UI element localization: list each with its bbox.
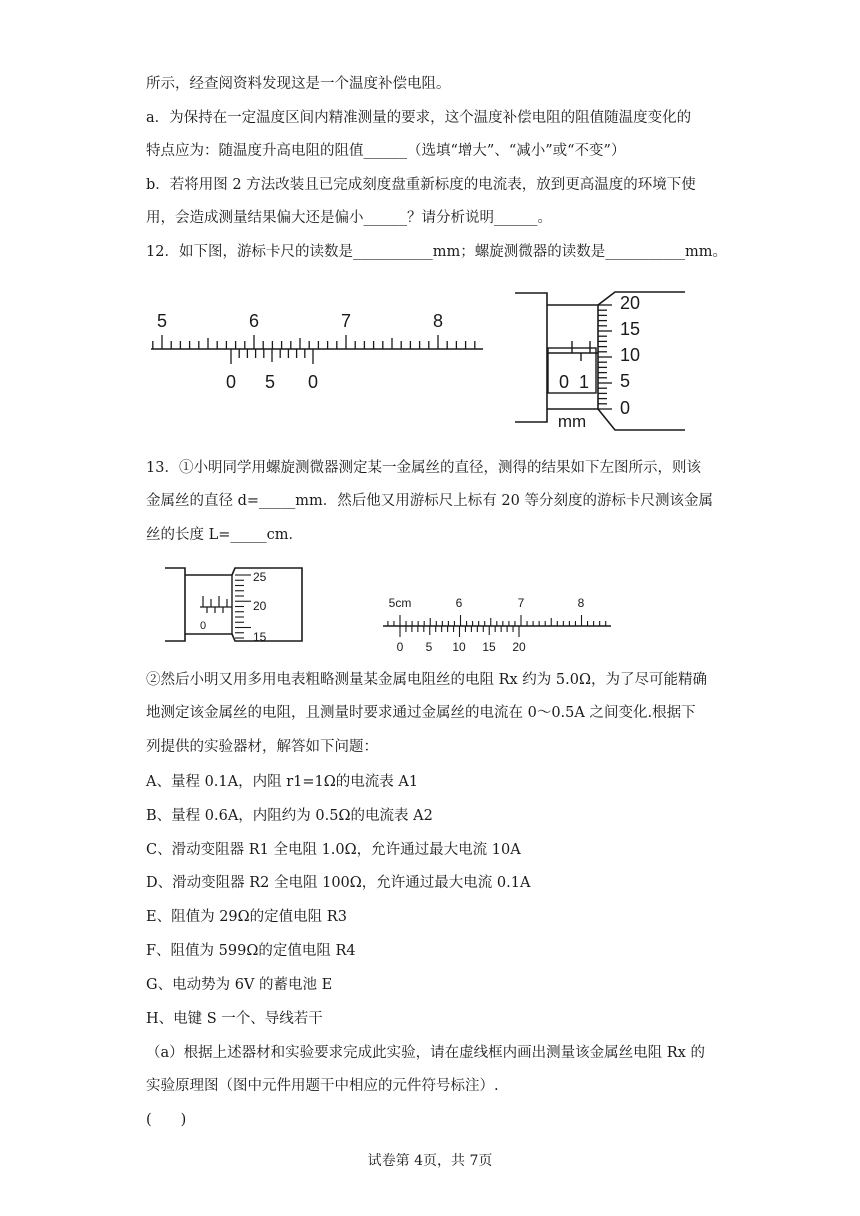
vernier-scale-label: 0: [396, 640, 404, 654]
text-line: 地测定该金属丝的电阻，且测量时要求通过金属丝的电流在 0～0.5A 之间变化.根据下: [146, 705, 696, 721]
main-scale-ticks: [388, 615, 606, 626]
main-scale-label: 5cm: [388, 596, 412, 610]
thimble-label: 15: [620, 319, 641, 339]
thimble-ticks: [598, 305, 612, 409]
option-b: B、量程 0.6A，内阻约为 0.5Ω的电流表 A2: [146, 808, 433, 824]
frame-outline: [165, 568, 185, 641]
frame-outline: [515, 293, 547, 422]
option-c: C、滑动变阻器 R1 全电阻 1.0Ω，允许通过最大电流 10A: [146, 842, 521, 858]
vernier-scale-label: 15: [482, 640, 496, 654]
thimble-label: 20: [253, 599, 267, 613]
thimble-outline: [232, 568, 302, 641]
vernier-scale-ticks: [231, 349, 313, 364]
text-line: ②然后小明又用多用电表粗略测量某金属电阻丝的电阻 Rx 约为 5.0Ω，为了尽可能精确: [146, 672, 708, 688]
option-e: E、阻值为 29Ω的定值电阻 R3: [146, 909, 347, 925]
unit-label: mm: [557, 412, 587, 431]
sleeve-label: 1: [578, 372, 590, 392]
thimble-label: 25: [253, 570, 267, 584]
answer-blank: ( ): [146, 1112, 187, 1128]
page-footer: 试卷第 4页，共 7页: [367, 1153, 493, 1169]
sleeve-label: 0: [558, 372, 570, 392]
micrometer-figure-q12: [510, 285, 685, 435]
vernier-scale-label: 20: [512, 640, 526, 654]
option-g: G、电动势为 6V 的蓄电池 E: [146, 977, 333, 993]
question-13: 13．①小明同学用螺旋测微器测定某一金属丝的直径，测得的结果如下左图所示，则该: [146, 460, 701, 476]
thimble-outline: [598, 409, 685, 430]
text-line: 特点应为：随温度升高电阻的阻值______（选填“增大”、“减小”或“不变”）: [146, 143, 626, 159]
thimble-ticks: [235, 575, 251, 638]
thimble-label: 15: [253, 630, 267, 644]
question-12: 12．如下图，游标卡尺的读数是___________mm；螺旋测微器的读数是___________mm。: [146, 244, 727, 260]
option-f: F、阻值为 599Ω的定值电阻 R4: [146, 943, 356, 959]
text-line: 用，会造成测量结果偏大还是偏小______？请分析说明______。: [146, 210, 552, 226]
vernier-scale-label: 0: [307, 372, 319, 392]
vernier-scale-label: 10: [452, 640, 466, 654]
main-scale-label: 8: [577, 596, 585, 610]
text-line: 金属丝的直径 d=_____mm．然后他又用游标尺上标有 20 等分刻度的游标卡尺测该金属: [146, 493, 713, 509]
text-line: a．为保持在一定温度区间内精准测量的要求，这个温度补偿电阻的阻值随温度变化的: [146, 110, 692, 126]
vernier-scale-ticks: [400, 626, 519, 637]
thimble-label: 0: [620, 398, 631, 418]
text-line: 所示，经查阅资料发现这是一个温度补偿电阻。: [146, 76, 451, 92]
main-scale-label: 7: [340, 311, 352, 331]
main-scale-label: 6: [248, 311, 260, 331]
vernier-scale-label: 5: [425, 640, 433, 654]
vernier-caliper-figure-q13: [380, 590, 615, 656]
sleeve-ticks: [203, 596, 227, 613]
vernier-caliper-figure-q12: [145, 300, 490, 400]
micrometer-figure-q13: [160, 560, 310, 650]
main-scale-label: 7: [517, 596, 525, 610]
main-scale-label: 6: [455, 596, 463, 610]
vernier-scale-label: 5: [264, 372, 276, 392]
thimble-outline: [598, 292, 685, 305]
text-line: b．若将用图 2 方法改装且已完成刻度盘重新标度的电流表，放到更高温度的环境下使: [146, 177, 696, 193]
text-line: 列提供的实验器材，解答如下问题：: [146, 739, 378, 755]
sleeve-label: 0: [199, 620, 207, 632]
main-scale-label: 5: [156, 311, 168, 331]
option-h: H、电键 S 一个、导线若干: [146, 1011, 323, 1027]
thimble-label: 5: [620, 371, 631, 391]
main-scale-ticks: [153, 335, 475, 349]
option-a: A、量程 0.1A，内阻 r1=1Ω的电流表 A1: [146, 774, 419, 790]
main-scale-label: 8: [432, 311, 444, 331]
option-d: D、滑动变阻器 R2 全电阻 100Ω，允许通过最大电流 0.1A: [146, 875, 531, 891]
vernier-scale-label: 0: [225, 372, 237, 392]
thimble-label: 10: [620, 345, 641, 365]
text-line: （a）根据上述器材和实验要求完成此实验，请在虚线框内画出测量该金属丝电阻 Rx 的: [146, 1045, 705, 1061]
text-line: 丝的长度 L=_____cm．: [146, 527, 304, 543]
text-line: 实验原理图（图中元件用题干中相应的元件符号标注）.: [146, 1078, 499, 1094]
thimble-label: 20: [620, 293, 641, 313]
